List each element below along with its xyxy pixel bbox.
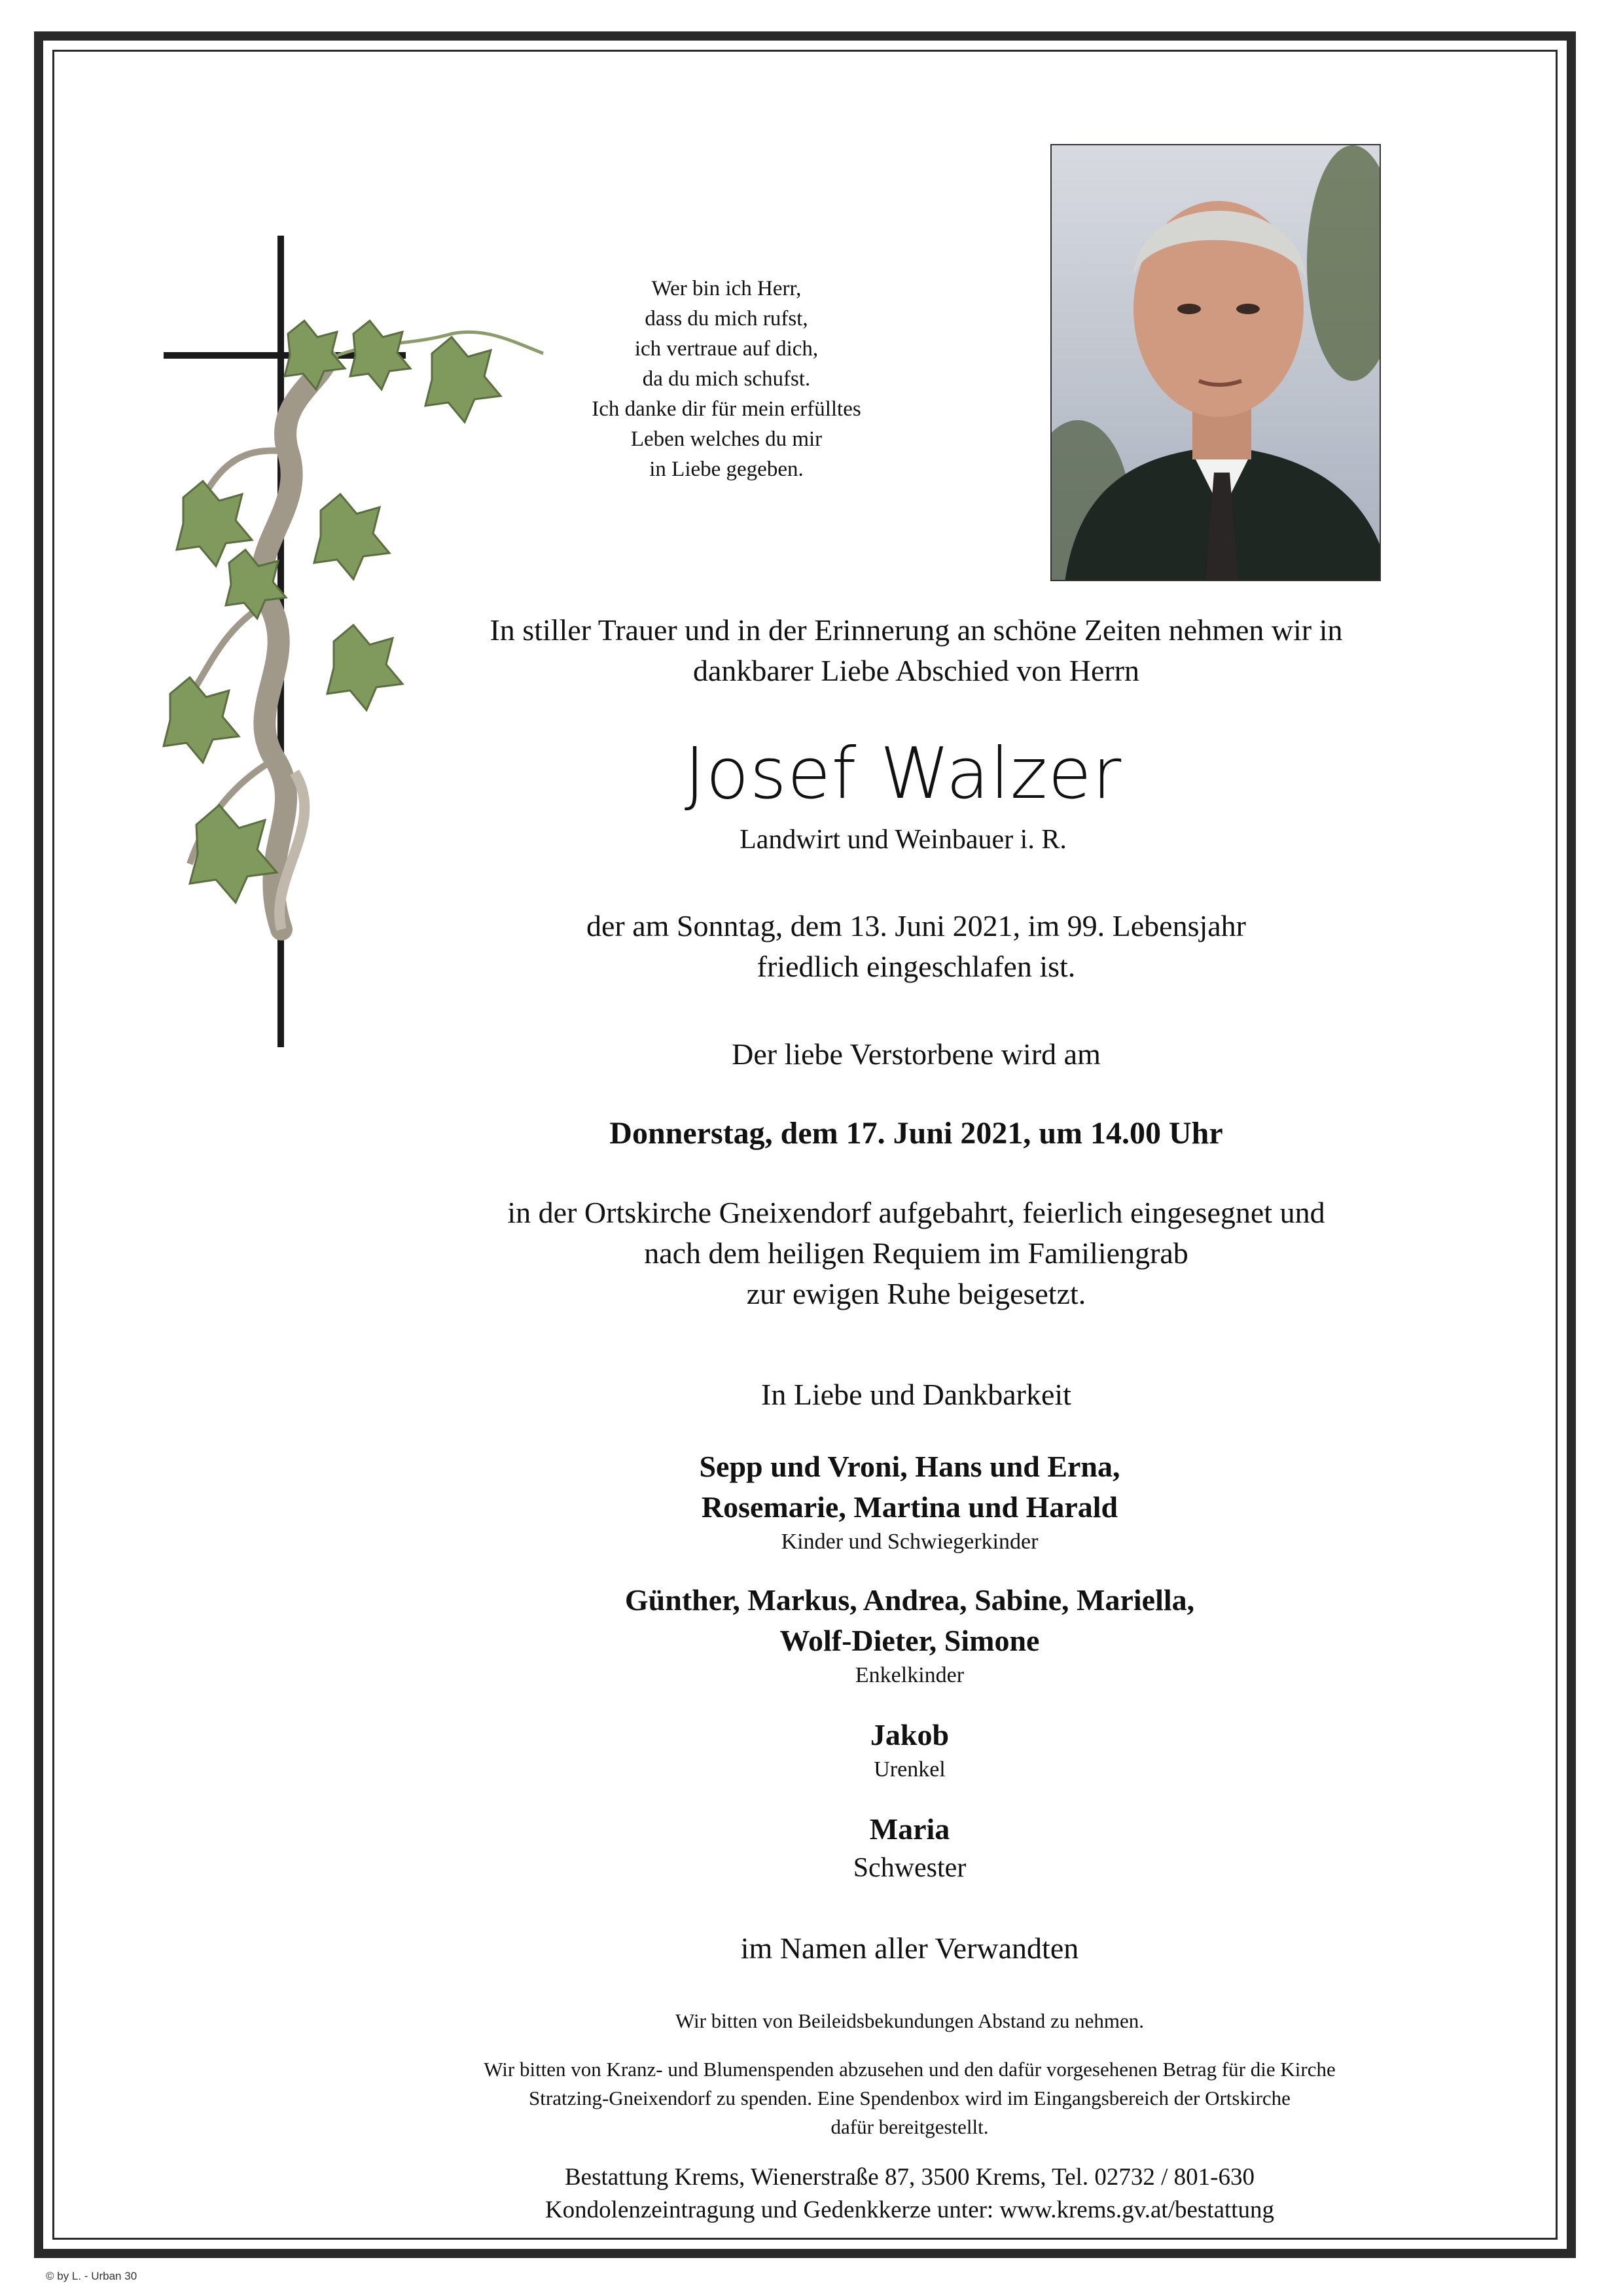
death-line: der am Sonntag, dem 13. Juni 2021, im 99. Lebensjahr xyxy=(586,909,1246,942)
mourner-group-sister xyxy=(589,1809,1230,1886)
contact-line: Kondolenzeintragung und Gedenkkerze unter: www.krems.gv.at/bestattung xyxy=(544,2197,1275,2223)
love-line: In Liebe und Dankbarkeit xyxy=(761,1378,1071,1411)
donation-line: dafür bereitgestellt. xyxy=(830,2115,989,2138)
mourner-relation: Enkelkinder xyxy=(855,1663,965,1687)
donation-line: Stratzing-Gneixendorf zu spenden. Eine Spendenbox wird im Eingangsbereich der Ortskirche xyxy=(529,2087,1291,2109)
ceremony-line: in der Ortskirche Gneixendorf aufgebahrt, feierlich eingesegnet und xyxy=(507,1196,1325,1229)
funeral-home-contact xyxy=(366,2161,1453,2227)
intro-line: In stiller Trauer und in der Erinnerung an schöne Zeiten nehmen wir in xyxy=(490,613,1343,647)
donation-line: Wir bitten von Kranz- und Blumenspenden abzusehen und den dafür vorgesehenen Betrag für die Kirche xyxy=(484,2058,1336,2081)
deceased-occupation: Landwirt und Weinbauer i. R. xyxy=(740,825,1067,855)
mourner-relation: Urenkel xyxy=(874,1757,946,1782)
mourner-group-grandchildren xyxy=(393,1580,1427,1690)
ceremony-line: zur ewigen Ruhe beigesetzt. xyxy=(746,1277,1086,1310)
mourner-names: Maria xyxy=(869,1812,950,1846)
verse-line: Wer bin ich Herr, xyxy=(651,277,802,300)
deceased-name: Josef Walzer xyxy=(684,733,1122,815)
verse-line: Ich danke dir für mein erfülltes xyxy=(592,397,861,421)
verse-line: ich vertraue auf dich, xyxy=(634,337,819,361)
ceremony-text xyxy=(393,1193,1440,1314)
on-behalf-line: im Namen aller Verwandten xyxy=(740,1931,1079,1965)
death-line: friedlich eingeschlafen ist. xyxy=(757,950,1076,983)
copyright-note: © by L. - Urban 30 xyxy=(46,2270,137,2282)
verse-line: Leben welches du mir xyxy=(630,427,823,451)
verse-line: da du mich schufst. xyxy=(642,367,811,391)
ceremony-line: nach dem heiligen Requiem im Familiengrab xyxy=(644,1236,1188,1270)
funeral-date: Donnerstag, dem 17. Juni 2021, um 14.00 Uhr xyxy=(609,1116,1223,1151)
verse-line: dass du mich rufst, xyxy=(645,307,808,331)
mourner-group-great-grandchild xyxy=(589,1715,1230,1784)
contact-line: Bestattung Krems, Wienerstraße 87, 3500 Krems, Tel. 02732 / 801-630 xyxy=(564,2164,1255,2191)
mourner-group-children xyxy=(393,1446,1427,1556)
mourner-names: Günther, Markus, Andrea, Sabine, Mariella, xyxy=(624,1583,1195,1617)
portrait-photo xyxy=(1050,144,1381,581)
mourner-names: Wolf-Dieter, Simone xyxy=(779,1624,1040,1657)
mourner-names: Sepp und Vroni, Hans und Erna, xyxy=(699,1450,1120,1483)
verse xyxy=(510,274,942,484)
intro-line: dankbarer Liebe Abschied von Herrn xyxy=(692,654,1140,687)
condolence-request: Wir bitten von Beileidsbekundungen Abstand zu nehmen. xyxy=(675,2009,1144,2032)
intro-text xyxy=(380,610,1453,691)
portrait-image xyxy=(1052,145,1381,581)
verse-line: in Liebe gegeben. xyxy=(649,457,804,481)
death-notice xyxy=(458,906,1374,987)
announcement: Der liebe Verstorbene wird am xyxy=(732,1037,1101,1071)
mourner-names: Jakob xyxy=(870,1718,950,1751)
donation-request xyxy=(366,2055,1453,2142)
mourner-names: Rosemarie, Martina und Harald xyxy=(701,1490,1118,1524)
mourner-relation: Kinder und Schwiegerkinder xyxy=(781,1530,1039,1554)
mourner-relation: Schwester xyxy=(853,1853,967,1883)
